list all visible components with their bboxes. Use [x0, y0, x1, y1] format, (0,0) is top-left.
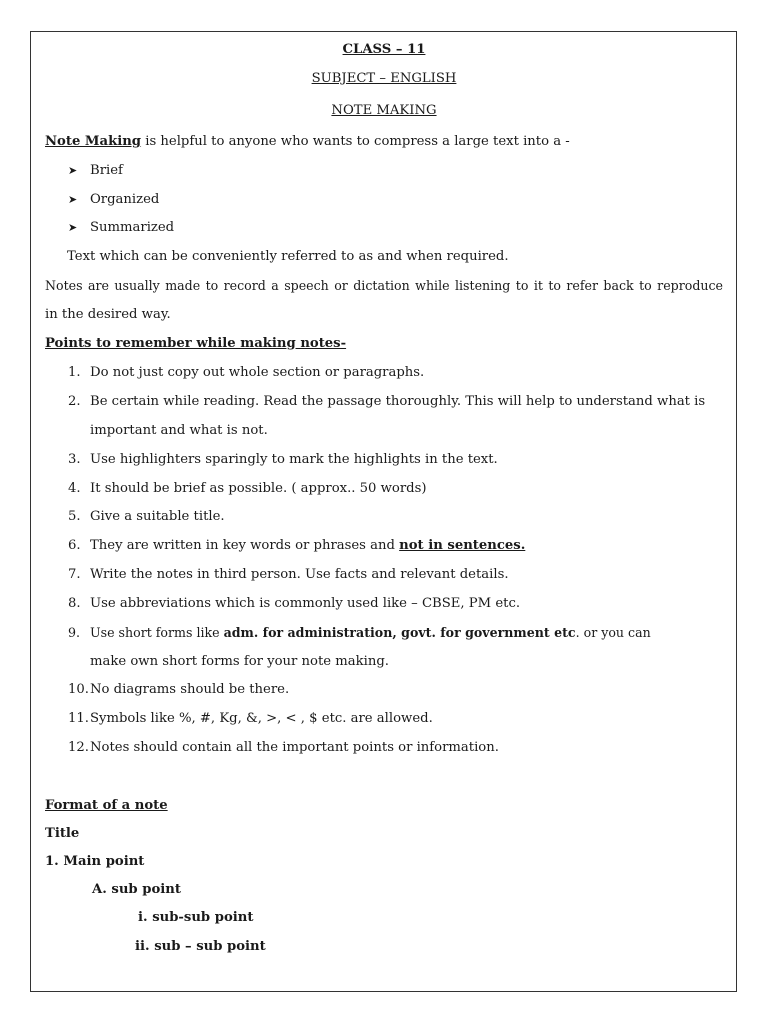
notes-paragraph-line1: Notes are usually made to record a speech or dictation while listening to it to refer back to reproduce — [45, 278, 723, 293]
format-sub-point: A. sub point — [92, 882, 181, 897]
list-item — [68, 537, 525, 555]
list-item — [68, 480, 427, 498]
list-item-continuation: make own short forms for your note making. — [90, 654, 389, 669]
list-text: No diagrams should be there. — [90, 682, 290, 697]
format-subsub-point: ii. sub – sub point — [135, 939, 266, 954]
after-bullets-text: Text which can be conveniently referred to as and when required. — [67, 249, 509, 264]
bullet-item — [68, 191, 159, 209]
subject-title: SUBJECT – ENGLISH — [311, 71, 457, 86]
arrow-bullet-icon: ➤ — [68, 193, 78, 206]
bullet-label: Brief — [90, 163, 123, 178]
list-number: 4. — [68, 481, 81, 496]
list-number: 1. — [68, 365, 81, 380]
intro-text: is helpful to anyone who wants to compress a large text into a - — [141, 134, 570, 149]
list-number: 2. — [68, 394, 81, 409]
arrow-bullet-icon: ➤ — [68, 164, 78, 177]
format-subsub-point: i. sub-sub point — [138, 910, 254, 925]
bullet-label: Summarized — [90, 220, 175, 235]
list-text: Symbols like %, #, Kg, &, >, < , $ etc. are allowed. — [90, 711, 433, 726]
list-item — [68, 710, 433, 728]
list-item-continuation: important and what is not. — [90, 423, 268, 438]
list-text: Use highlighters sparingly to mark the highlights in the text. — [90, 452, 498, 467]
list-item — [68, 624, 651, 642]
list-text: Write the notes in third person. Use facts and relevant details. — [90, 567, 509, 582]
list-text: Use short forms like — [90, 625, 224, 640]
list-number: 12. — [68, 740, 89, 755]
topic-title: NOTE MAKING — [331, 103, 437, 118]
list-text: Use abbreviations which is commonly used like – CBSE, PM etc. — [90, 596, 521, 611]
list-text: It should be brief as possible. ( approx.. 50 words) — [90, 481, 427, 496]
list-item — [68, 566, 509, 584]
list-number: 5. — [68, 509, 81, 524]
list-item — [68, 393, 705, 411]
format-heading: Format of a note — [45, 798, 168, 813]
list-text-emphasis: adm. for administration, govt. for government etc — [223, 625, 576, 640]
list-text: . or you can — [575, 625, 651, 640]
list-number: 10. — [68, 682, 89, 697]
notes-paragraph-line2: in the desired way. — [45, 307, 171, 322]
list-item — [68, 508, 225, 526]
list-number: 3. — [68, 452, 81, 467]
bullet-item — [68, 162, 123, 180]
format-title: Title — [45, 826, 80, 841]
list-item — [68, 595, 520, 613]
list-number: 8. — [68, 596, 81, 611]
arrow-bullet-icon: ➤ — [68, 221, 78, 234]
list-text: Do not just copy out whole section or paragraphs. — [90, 365, 425, 380]
list-text-emphasis: not in sentences. — [399, 538, 526, 553]
class-title: CLASS – 11 — [342, 42, 426, 57]
intro-line — [45, 133, 570, 151]
points-heading: Points to remember while making notes- — [45, 336, 347, 351]
list-number: 7. — [68, 567, 81, 582]
list-item — [68, 739, 499, 757]
list-text: Give a suitable title. — [90, 509, 225, 524]
format-main-point: 1. Main point — [45, 854, 145, 869]
note-making-term: Note Making — [45, 134, 142, 149]
list-text: They are written in key words or phrases and — [90, 538, 400, 553]
list-item — [68, 364, 424, 382]
list-item — [68, 681, 289, 699]
list-number: 11. — [68, 711, 89, 726]
bullet-item — [68, 219, 174, 237]
list-number: 9. — [68, 625, 81, 640]
list-text: Notes should contain all the important points or information. — [90, 740, 499, 755]
list-number: 6. — [68, 538, 81, 553]
bullet-label: Organized — [90, 192, 160, 207]
list-item — [68, 451, 498, 469]
list-text: Be certain while reading. Read the passage thoroughly. This will help to understand what is — [90, 394, 706, 409]
